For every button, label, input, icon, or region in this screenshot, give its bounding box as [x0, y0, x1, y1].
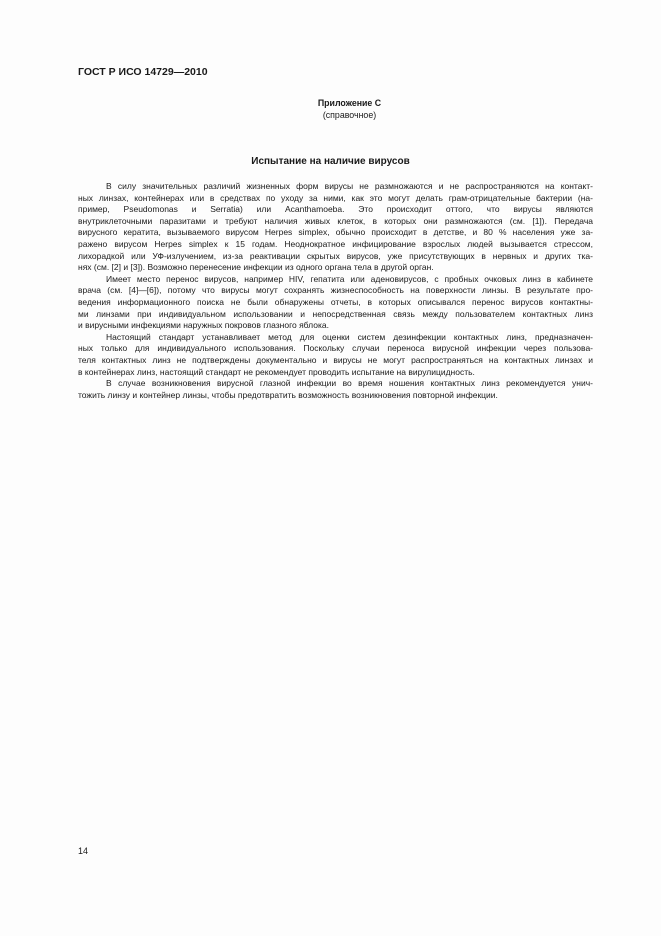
paragraph: [78, 378, 593, 401]
document-header: ГОСТ Р ИСО 14729—2010: [78, 66, 208, 78]
text-line: пример, Pseudomonas и Serratia) или Acanthamoeba. Это происходит оттого, что вирусы являются: [78, 204, 593, 215]
text-line: и вирусными инфекциями наружных покровов глазного яблока.: [78, 320, 329, 331]
text-line: тожить линзу и контейнер линзы, чтобы предотвратить возможность возникновения повторной инфекции.: [78, 389, 498, 400]
text-line: теля контактных линз не подтверждены документально и вирусы не могут распространяться на контактных линзах и: [78, 354, 593, 365]
text-line: ных линзах, контейнерах или в средствах по уходу за ними, как это могут делать грам-отрицательные бактерии (на-: [78, 192, 593, 203]
text-line: внутриклеточными паразитами и требуют наличия живых клеток, в которых они размножаются (см. [1]). Передача: [78, 215, 593, 226]
section-title: Испытание на наличие вирусов: [251, 156, 410, 167]
text-line: Имеет место перенос вирусов, например HIV, гепатита или аденовирусов, с пробных очковых линз в кабинете: [106, 273, 593, 284]
text-line: нях (см. [2] и [3]). Возможно перенесение инфекции из одного органа тела в другой орган.: [78, 262, 434, 273]
page-number: 14: [78, 846, 89, 856]
paragraph: [78, 332, 593, 378]
text-line: в контейнерах линз, настоящий стандарт не рекомендует проводить испытание на вирулицидность.: [78, 366, 475, 377]
text-line: ных только для индивидуального использования. Поскольку случаи переноса вирусной инфекции через пользова-: [78, 343, 593, 354]
text-line: В случае возникновения вирусной глазной инфекции во время ношения контактных линз рекомендуется унич-: [106, 378, 593, 389]
appendix-label: Приложение С: [317, 98, 382, 108]
text-line: врача (см. [4]—[6]), потому что вирусы могут сохранять жизнеспособность на поверхности линзы. В результате про-: [78, 285, 593, 296]
text-line: Настоящий стандарт устанавливает метод для оценки систем дезинфекции контактных линз, предназначен-: [106, 331, 593, 342]
paragraph: [78, 274, 593, 332]
text-line: ми линзами при индивидуальном использовании и непосредственная связь между пользователем контактных линз: [78, 308, 593, 319]
paragraph: [78, 181, 593, 274]
text-line: В силу значительных различий жизненных форм вирусы не размножаются и не распространяются на контакт-: [106, 181, 593, 191]
body-text: [78, 181, 593, 401]
text-line: вирусного кератита, вызываемого вирусом Herpes simplex, обычно происходит в детстве, и 80 % населения уже за-: [78, 227, 593, 238]
appendix-type: (справочное): [322, 110, 377, 120]
text-line: ражено вирусом Herpes simplex к 15 годам. Неоднократное инфицирование взрослых людей вызывается стрессом,: [78, 238, 593, 249]
text-line: лихорадкой или УФ-излучением, из-за реактивации скрытых вирусов, уже присутствующих в нервных и других тка-: [78, 250, 593, 261]
text-line: ведения информационного поиска не были обнаружены отчеты, в которых описывался перенос вирусов контактны-: [78, 296, 593, 307]
